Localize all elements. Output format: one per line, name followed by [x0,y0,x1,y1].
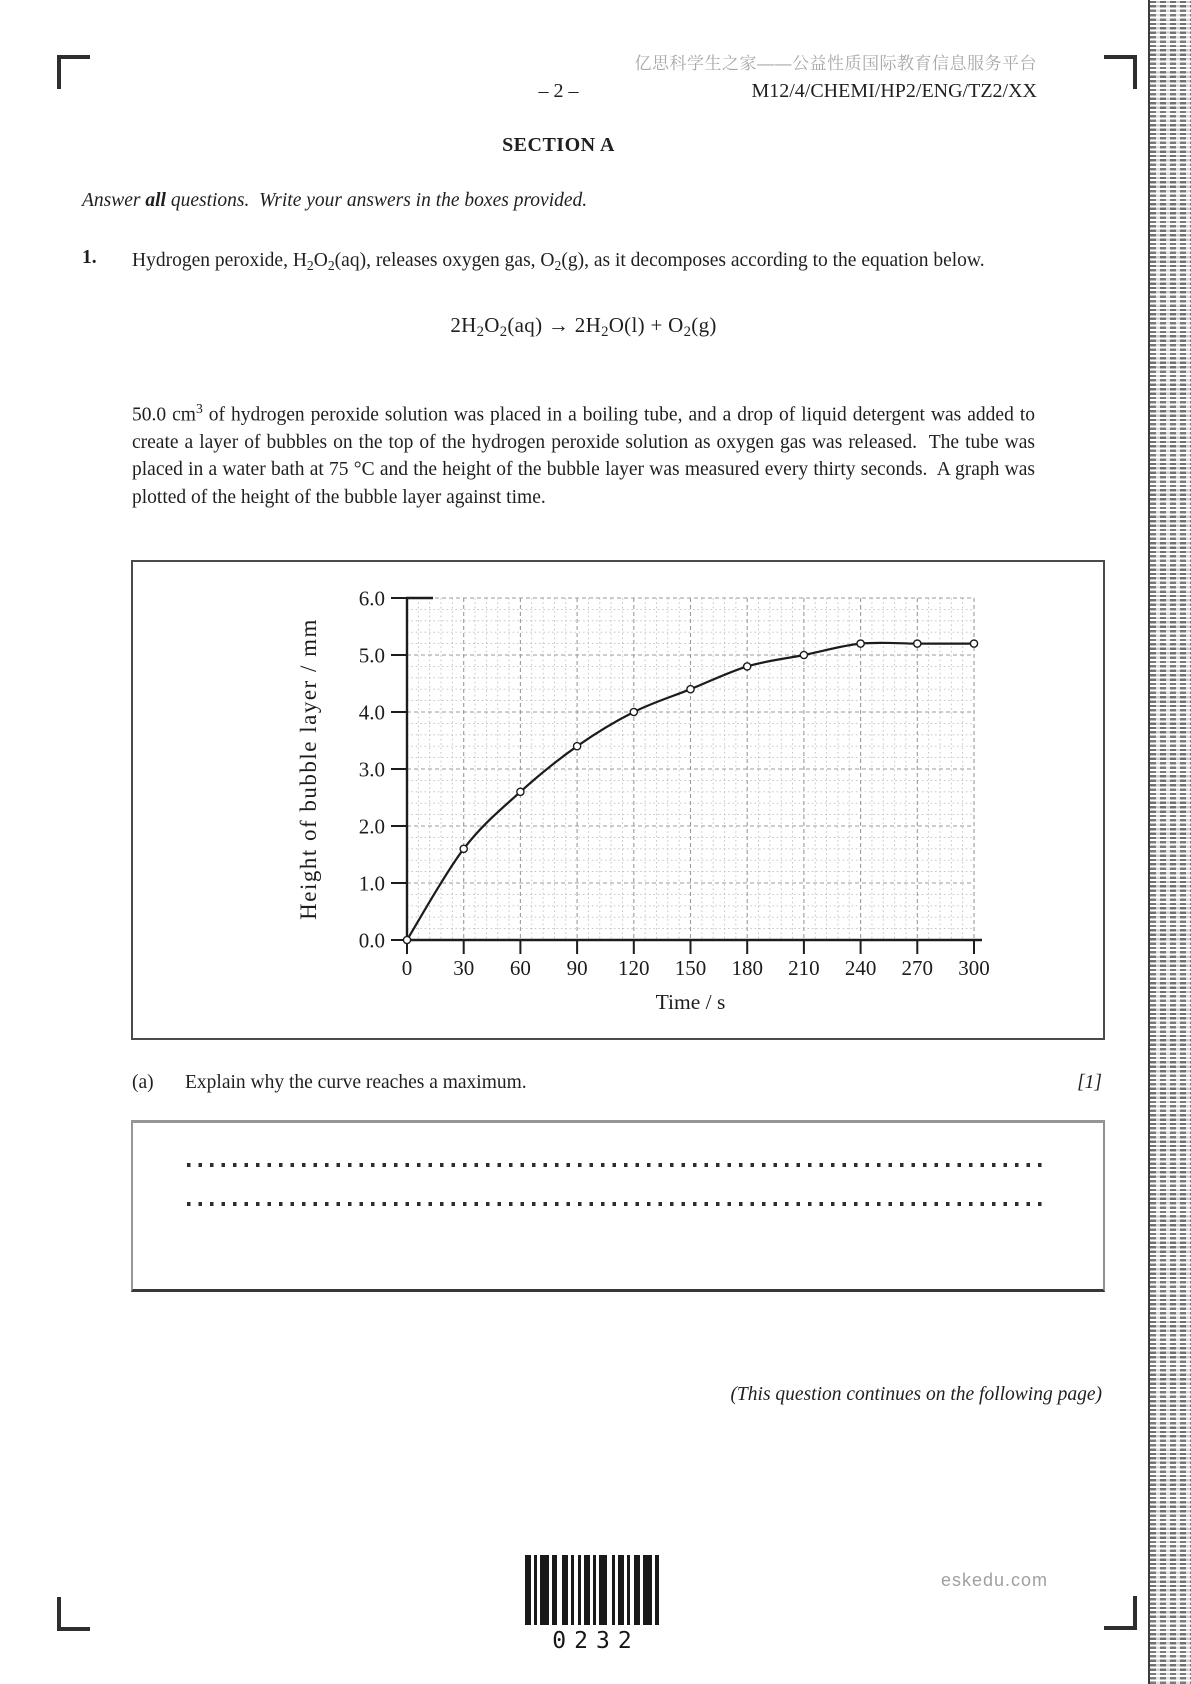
svg-text:2.0: 2.0 [358,814,385,839]
answer-instructions: Answer all questions. Write your answers in the boxes provided. [82,190,588,211]
svg-text:60: 60 [509,956,531,980]
barcode-bar [578,1555,581,1625]
barcode-bar [525,1555,531,1625]
dotted-answer-line [187,1163,1047,1167]
barcode-bar [562,1555,568,1625]
svg-text:240: 240 [844,956,877,980]
page-number: – 2 – [538,80,579,102]
svg-text:270: 270 [901,956,934,980]
svg-text:180: 180 [731,956,763,980]
barcode-bar [593,1555,596,1625]
svg-text:5.0: 5.0 [358,643,385,668]
barcode-bar [584,1555,590,1625]
barcode-bar [534,1555,537,1625]
site-credit: eskedu.com [940,1570,1048,1590]
chemical-equation: 2H2O2(aq) → 2H2O(l) + O2(g) [450,313,717,341]
paper-code: M12/4/CHEMI/HP2/ENG/TZ2/XX [751,80,1037,102]
svg-text:0.0: 0.0 [358,928,385,953]
barcode-bar [599,1555,608,1625]
barcode-bar [571,1555,574,1625]
svg-text:Time / s: Time / s [655,990,726,1014]
svg-text:4.0: 4.0 [358,700,385,725]
question-intro: Hydrogen peroxide, H2O2(aq), releases oxygen gas, O2(g), as it decomposes according to the equation below. [132,250,985,273]
scan-edge-texture [1148,0,1191,1684]
part-a-label: (a) [132,1072,154,1093]
svg-text:210: 210 [788,956,820,980]
part-a-marks: [1] [1077,1072,1102,1093]
crop-mark-bottom-left [57,1597,90,1631]
dotted-answer-line [187,1202,1047,1206]
answer-box [131,1120,1105,1292]
svg-text:1.0: 1.0 [358,871,385,896]
watermark-text: 亿思科学生之家——公益性质国际教育信息服务平台 [634,54,1037,73]
crop-mark-bottom-right [1104,1596,1137,1630]
svg-text:0: 0 [401,956,413,980]
barcode-digits: 0232 [552,1628,640,1654]
continuation-note: (This question continues on the following page) [730,1384,1102,1405]
barcode-bar [612,1555,615,1625]
svg-text:30: 30 [453,956,475,980]
barcode-bar [540,1555,549,1625]
barcode-bar [643,1555,652,1625]
svg-text:90: 90 [566,956,588,980]
barcode-bar [618,1555,624,1625]
barcode-bar [552,1555,558,1625]
svg-text:120: 120 [618,956,650,980]
svg-text:150: 150 [674,956,707,980]
svg-text:300: 300 [958,956,990,980]
svg-text:6.0: 6.0 [358,586,385,611]
svg-text:3.0: 3.0 [358,757,385,782]
figure-box [131,560,1105,1040]
svg-text:Height of bubble layer / mm: Height of bubble layer / mm [296,618,321,920]
part-a-prompt: Explain why the curve reaches a maximum. [185,1072,527,1093]
barcode-bar [627,1555,630,1625]
barcode-bars [525,1555,659,1625]
barcode-bar [655,1555,659,1625]
crop-mark-top-right [1104,55,1137,89]
question-body: 50.0 $cm^3$ of hydrogen peroxide solution was placed in a boiling tube, and a drop of liquid detergent was added to create a layer of bubbles on the top of the hydrogen peroxide solution as oxygen gas was released. The tube was placed in a water bath at 75 °C and the height of the bubble layer was measured every thirty seconds. A graph was plotted of the height of the bubble layer against time. [132,401,1036,508]
section-title: SECTION A [502,134,615,156]
barcode-bar [634,1555,640,1625]
bubble-height-chart [133,562,1103,1043]
question-number: 1. [82,247,97,268]
